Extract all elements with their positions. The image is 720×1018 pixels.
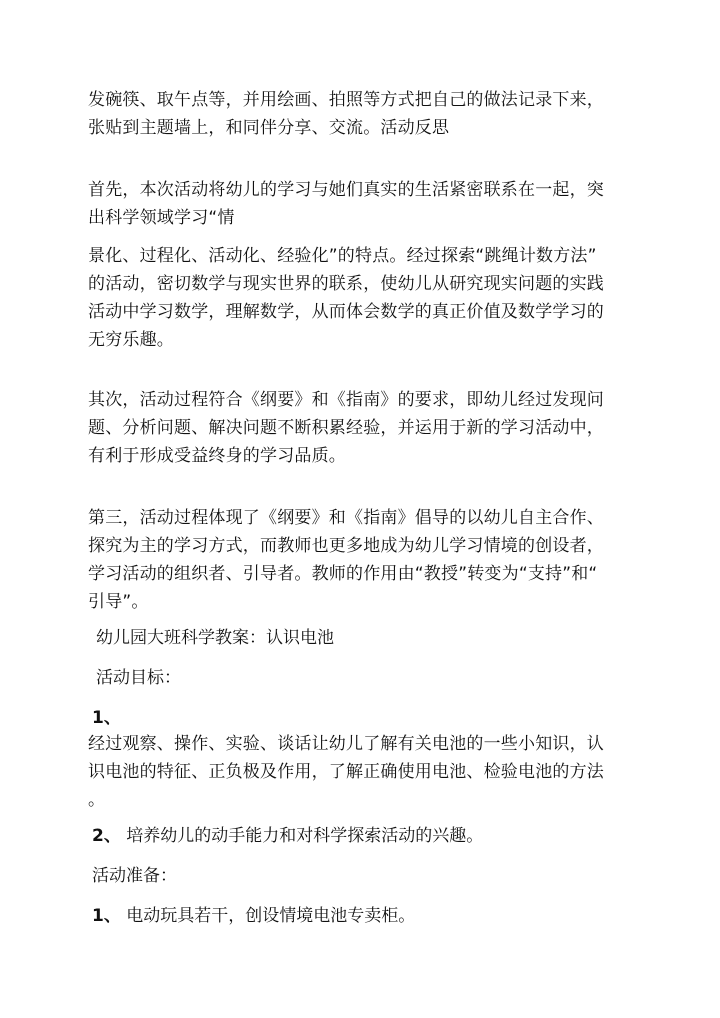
goal-2-text: 培养幼儿的动手能力和对科学探索活动的兴趣。: [126, 826, 484, 846]
paragraph-activity-record: 发碗筷、取午点等，并用绘画、拍照等方式把自己的做法记录下来， 张贴到主题墙上，和同伴分享、交流。活动反思: [88, 90, 604, 138]
goal-2-number: 2、: [92, 826, 121, 846]
goal-2-item: [92, 822, 483, 850]
lesson-title: 幼儿园大班科学教案：认识电池: [96, 628, 334, 648]
prep-1-number: 1、: [92, 906, 121, 926]
goal-1-text: 经过观察、操作、实验、谈话让幼儿了解有关电池的一些小知识，认 识电池的特征、正负极及作用，了解正确使用电池、检验电池的方法 。: [88, 734, 604, 810]
prep-1-item: [92, 902, 415, 930]
goal-1-number: 1、: [92, 708, 121, 728]
paragraph-reflection-second: 其次，活动过程符合《纲要》和《指南》的要求，即幼儿经过发现问 题、分析问题、解决问题不断积累经验，并运用于新的学习活动中， 有利于形成受益终身的学习品质。: [88, 390, 604, 466]
prep-1-text: 电动玩具若干，创设情境电池专卖柜。: [126, 906, 416, 926]
paragraph-reflection-third: 第三，活动过程体现了《纲要》和《指南》倡导的以幼儿自主合作、 探究为主的学习方式，而教师也更多地成为幼儿学习情境的创设者， 学习活动的组织者、引导者。教师的作用由“教授”转变为“支持”和“ 引导”。: [88, 508, 604, 612]
paragraph-reflection-first: 首先，本次活动将幼儿的学习与她们真实的生活紧密联系在一起，突 出科学领域学习“情: [88, 180, 604, 228]
paragraph-reflection-first-continued: 景化、过程化、活动化、经验化”的特点。经过探索“跳绳计数方法” 的活动，密切数学与现实世界的联系，使幼儿从研究现实问题的实践 活动中学习数学，理解数学，从而体会数学的真正价值及数学学习的 无穷乐趣。: [88, 246, 604, 350]
prep-heading: 活动准备：: [92, 866, 177, 886]
goals-heading: 活动目标：: [96, 668, 181, 688]
